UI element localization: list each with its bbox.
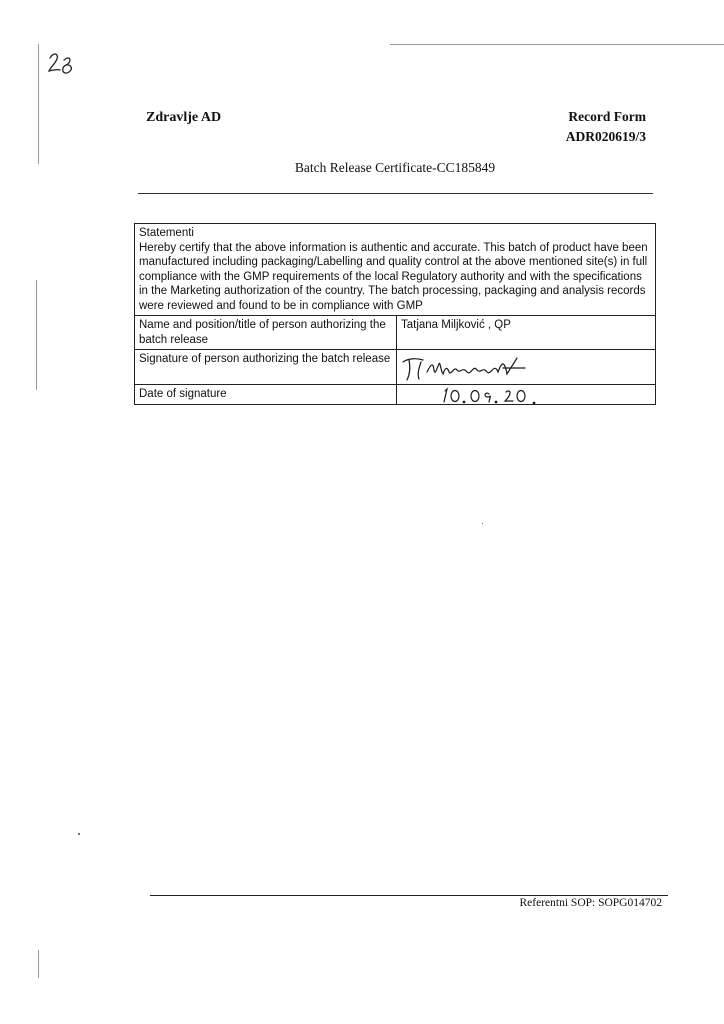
date-handwriting	[397, 385, 655, 405]
title-divider	[138, 193, 653, 194]
page-number-handwriting	[44, 46, 78, 80]
scan-speck	[78, 833, 80, 835]
statement-heading: Statementi	[139, 227, 194, 239]
statement-body: Hereby certify that the above information is authentic and accurate. This batch of product have been manufactured including packaging/Labelling and quality control at the above mentioned site(s) in full compliance with the GMP requirements of the local Regulatory authority and with the specifications in the Marketing authorization of the country. The batch processing, packaging and analysis records were reviewed and found to be in compliance with GMP	[139, 241, 648, 312]
certificate-table	[134, 223, 656, 405]
statement-row	[135, 224, 656, 316]
scan-top-line	[390, 44, 724, 45]
date-row	[135, 385, 656, 405]
scan-speck	[482, 523, 483, 524]
date-label: Date of signature	[135, 385, 397, 405]
scan-edge-line	[38, 950, 39, 978]
authorizer-value: Tatjana Miljković , QP	[397, 316, 656, 350]
signature-handwriting	[397, 350, 655, 384]
company-name: Zdravlje AD	[146, 110, 222, 125]
scan-edge-line	[38, 44, 39, 164]
authorizer-row	[135, 316, 656, 350]
date-cell	[397, 385, 656, 405]
signature-label: Signature of person authorizing the batch release	[135, 350, 397, 385]
footer-reference: Referentni SOP: SOPG014702	[519, 897, 662, 909]
record-form-block	[566, 107, 646, 147]
authorizer-label: Name and position/title of person authorizing the batch release	[135, 316, 397, 350]
certificate-title: Batch Release Certificate-CC185849	[294, 160, 496, 175]
footer-divider	[150, 895, 668, 896]
scan-edge-line	[36, 280, 37, 390]
record-form-label: Record Form	[568, 109, 646, 124]
record-form-code: ADR020619/3	[565, 129, 646, 144]
signature-cell	[397, 350, 656, 385]
statement-cell	[135, 224, 656, 316]
signature-row	[135, 350, 656, 385]
